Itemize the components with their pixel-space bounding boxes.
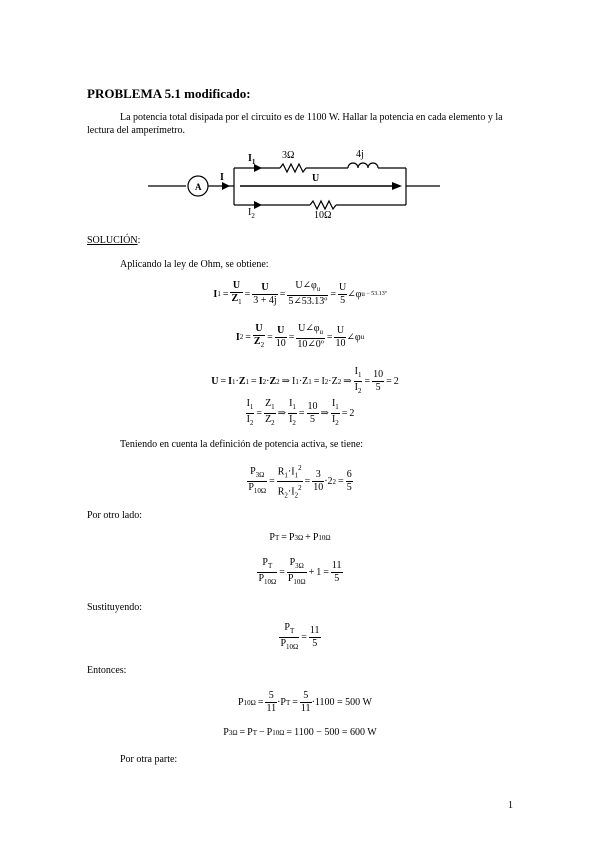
page-number: 1	[508, 800, 513, 811]
equation-p3: P 3Ω = P T − P 10Ω = 1100 − 500 = 600 W	[223, 727, 377, 738]
statement-line-1: La potencia total disipada por el circuito es de 1100 W. Hallar la potencia en cada elemento y la	[120, 112, 503, 123]
text-otra-parte: Por otra parte:	[120, 754, 178, 765]
page-title: PROBLEMA 5.1 modificado:	[87, 86, 251, 101]
text-otro-lado: Por otro lado:	[87, 510, 142, 521]
ammeter-label: A	[195, 182, 202, 192]
current-total-label: I	[220, 172, 224, 183]
statement-line-2: lectura del amperímetro.	[87, 125, 186, 136]
equation-pt: P T = P 3Ω + P 10Ω	[269, 532, 331, 543]
r2-label: 10Ω	[314, 210, 332, 221]
text-entonces: Entonces:	[87, 665, 127, 676]
current-2-sub: 2	[251, 212, 255, 220]
current-2-symbol: I	[248, 207, 252, 218]
p10-value: 1100 = 500 W	[314, 697, 372, 708]
voltage-label: U	[312, 173, 320, 184]
current-1-symbol: I	[248, 153, 252, 164]
equation-power-ratio: $\frac{P_{3\Omega}}{P_{10\Omega}}$ = $\frac{R_1\cdot I_1^2}{R_2\cdot I_2^2}$ = $\frac{3}{10}$ ·2 2 = $\frac{6}{5}$	[248, 464, 352, 500]
text-active: Teniendo en cuenta la definición de potencia activa, se tiene:	[120, 439, 364, 450]
equation-u: U = I 1 · Z 1 = I 2 · Z 2 ⇒ I 1 ·Z 1 = I 2 ·Z 2 ⇒ $\frac{I_1}{I_2}$ = $\frac{10}{5}$ = 2	[211, 366, 399, 395]
current-1-sub: 1	[251, 158, 256, 166]
text-sustituyendo: Sustituyendo:	[87, 602, 143, 613]
equation-ratio: $\frac{I_1}{I_2}$ = $\frac{Z_1}{Z_2}$ ⇒ $\frac{I_1}{I_2}$ = $\frac{10}{5}$ ⇒ $\frac{I_1}{I_2}$ = 2	[246, 398, 355, 427]
equation-pt-sub: $\frac{P_T}{P_{10\Omega}}$ = $\frac{11}{5}$	[280, 622, 320, 651]
x1-label: 4j	[356, 149, 364, 160]
current-1-label	[248, 153, 255, 168]
solution-label: SOLUCIÓN	[87, 235, 138, 246]
r1-label: 3Ω	[282, 150, 295, 161]
current-2-label	[248, 207, 255, 222]
equation-i1: I 1 = $\frac{U}{Z_1}$ = $\frac{U}{3 + 4j}$ = $\frac{U\angle\varphi_u}{\text{5∠53.13º}}$ = $\frac{U}{5}$ ∠φ u − 53.13º	[213, 280, 387, 307]
equation-i2: I 2 = $\frac{U}{Z_2}$ = $\frac{U}{10}$ = $\frac{U\angle\varphi_u}{\text{10∠0º}}$ = $\frac{U}{10}$ ∠φ u	[235, 323, 365, 350]
equation-pt-ratio: $\frac{P_T}{P_{10\Omega}}$ = $\frac{P_{3\Omega}}{P_{10\Omega}}$ + 1 = $\frac{11}{5}$	[258, 557, 342, 586]
equation-p10: P 10Ω = $\frac{5}{11}$ ·P T = $\frac{5}{11}$ · 1100 = 500 W	[238, 690, 372, 714]
solution-colon: :	[137, 235, 141, 246]
solution-heading	[87, 235, 140, 247]
text-ohm: Aplicando la ley de Ohm, se obtiene:	[120, 259, 269, 270]
